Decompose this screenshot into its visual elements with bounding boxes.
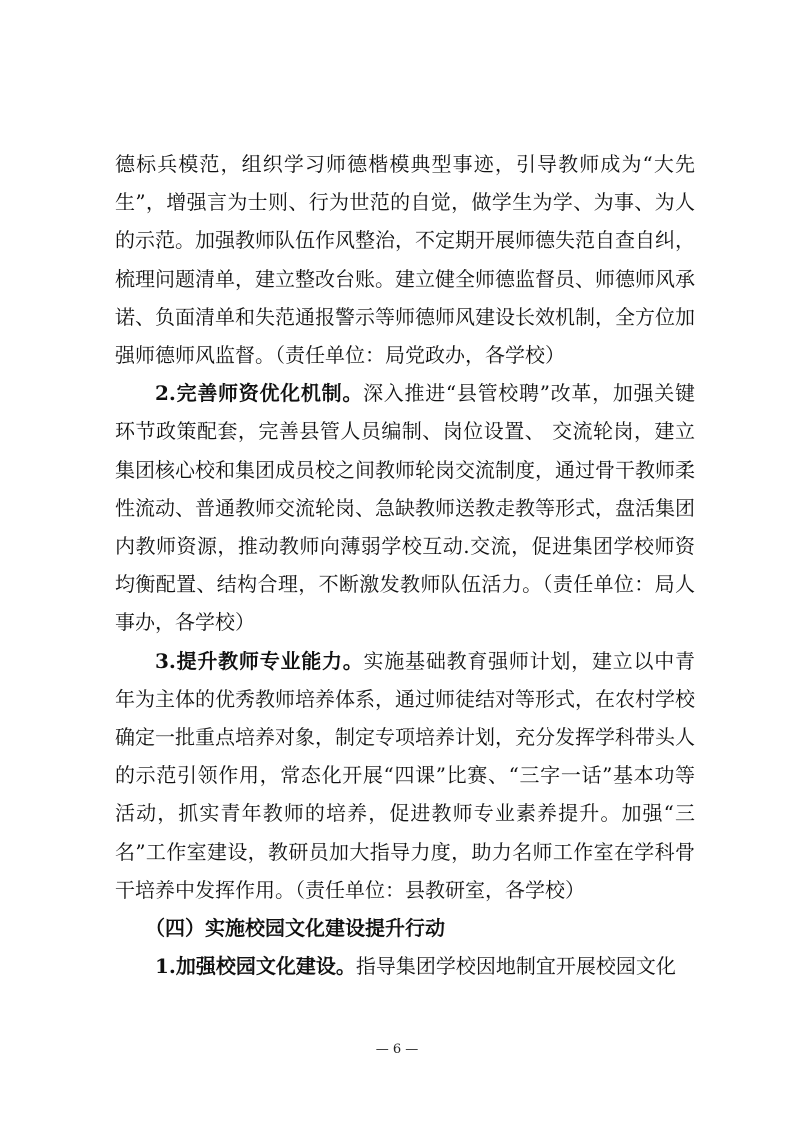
paragraph-2-text: 深入推进“县管校聘”改革，加强关键环节政策配套，完善县管人员编制、岗位设置、 交流轮岗，建立集团核心校和集团成员校之间教师轮岗交流制度，通过骨干教师柔性流动、普通教师交流轮岗、急缺教师送教走教等形式，盘活集团内教师资源，推动教师向薄弱学校互动.交流，促进集团学校师资均衡配置、结构合理，不断激发教师队伍活力。（责任单位：局人事办，各学校） — [115, 381, 695, 635]
paragraph-1-text: 德标兵模范，组织学习师德楷模典型事迹，引导教师成为“大先生”，增强言为士则、行为世范的自觉，做学生为学、为事、为人的示范。加强教师队伍作风整治，不定期开展师德失范自查自纠，梳理问题清单，建立整改台账。建立健全师德监督员、师德师风承诺、负面清单和失范通报警示等师德师风建设长效机制，全方位加强师德师风监督。（责任单位：局党政办，各学校） — [115, 152, 695, 368]
section-heading: （四）实施校园文化建设提升行动 — [145, 916, 445, 941]
paragraph-4 — [115, 947, 695, 985]
paragraph-1 — [115, 145, 695, 374]
page-number: — 6 — — [375, 1042, 419, 1057]
paragraph-4-lead: 1.加强校园文化建设。 — [155, 954, 356, 979]
paragraph-2 — [115, 374, 695, 641]
paragraph-4-text: 指导集团学校因地制宜开展校园文化 — [355, 954, 676, 979]
paragraph-2-lead: 2.完善师资优化机制。 — [155, 381, 364, 406]
paragraph-3 — [115, 642, 695, 909]
paragraph-3-lead: 3.提升教师专业能力。 — [155, 648, 364, 673]
document-body — [115, 145, 695, 985]
paragraph-3-text: 实施基础教育强师计划，建立以中青年为主体的优秀教师培养体系，通过师徒结对等形式，在农村学校确定一批重点培养对象，制定专项培养计划，充分发挥学科带头人的示范引领作用，常态化开展“四课”比赛、“三字一话”基本功等活动，抓实青年教师的培养，促进教师专业素养提升。加强“三名”工作室建设，教研员加大指导力度，助力名师工作室在学科骨干培养中发挥作用。（责任单位：县教研室，各学校） — [115, 648, 695, 902]
